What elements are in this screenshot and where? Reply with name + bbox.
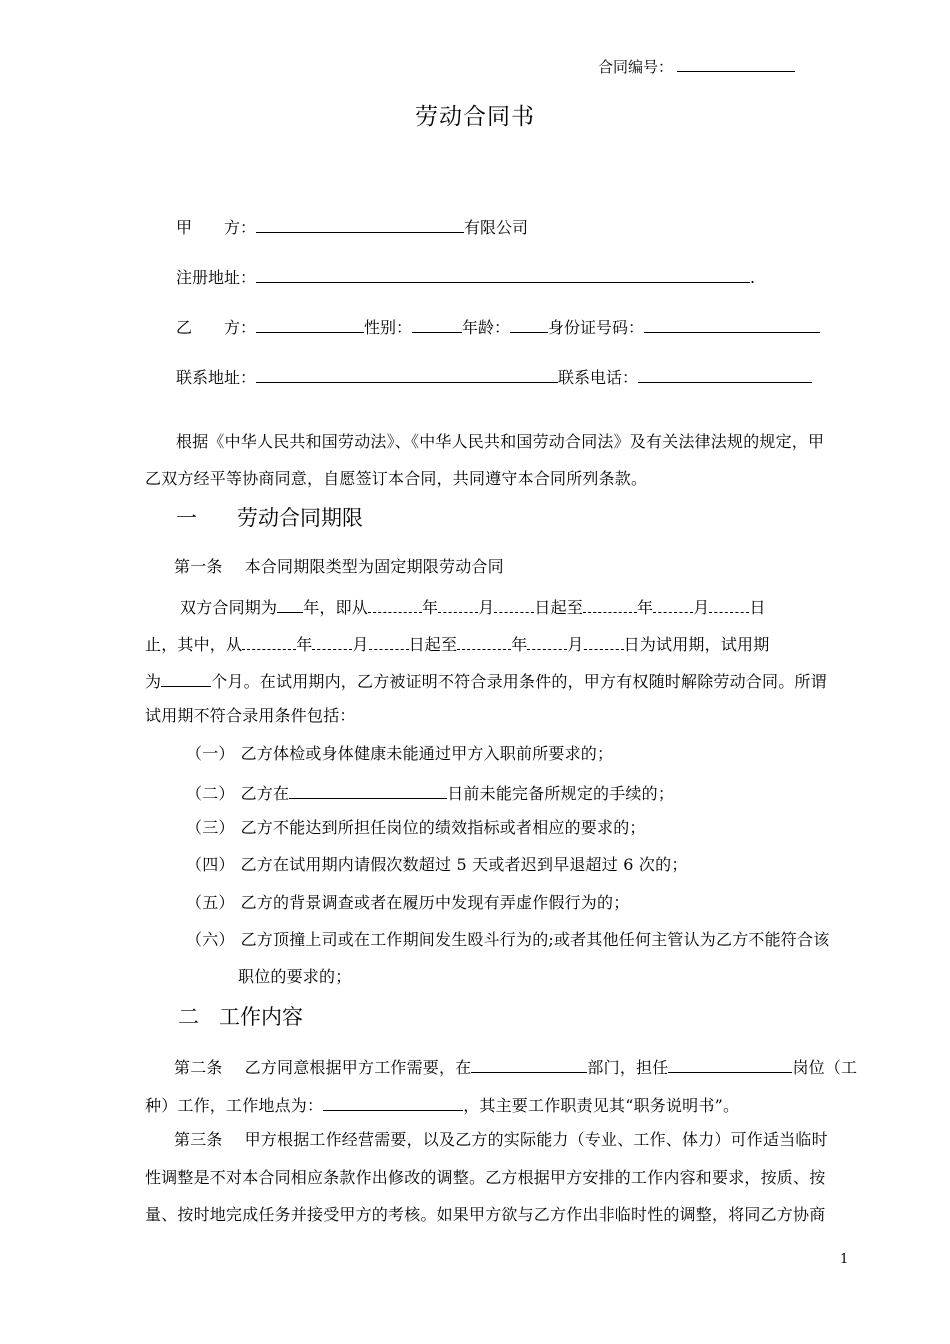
item-text: 乙方在试用期内请假次数超过 5 天或者迟到早退超过 6 次的； [240, 855, 688, 874]
probation-start-day-blank[interactable] [369, 634, 409, 650]
work-location-blank[interactable] [323, 1095, 463, 1111]
end-month-blank[interactable] [653, 597, 693, 613]
end-day-blank[interactable] [709, 597, 749, 613]
contract-number-blank[interactable] [677, 56, 795, 72]
month-label: 月 [567, 635, 584, 654]
id-label: 身份证号码： [548, 318, 645, 337]
document-title: 劳动合同书 [415, 104, 535, 130]
contract-number-field [598, 56, 795, 75]
day-from-label: 日起至 [408, 635, 458, 654]
party-b-label: 乙 方： [176, 318, 257, 337]
term-years-blank[interactable] [277, 597, 303, 613]
year-label: 年 [422, 598, 439, 617]
age-blank[interactable] [510, 317, 548, 333]
section-2-heading [178, 1007, 303, 1028]
article-2-text: 乙方同意根据甲方工作需要，在 [244, 1058, 472, 1077]
item-text: 日前未能完备所规定的手续的； [447, 784, 675, 803]
condition-item-4 [186, 857, 688, 873]
month-label: 月 [352, 635, 369, 654]
year-label: 年 [511, 635, 528, 654]
article-2-line-1 [174, 1057, 857, 1076]
phone-blank[interactable] [638, 367, 812, 383]
article-1-text: 本合同期限类型为固定期限劳动合同 [244, 557, 504, 576]
section-2-title: 工作内容 [219, 1005, 303, 1029]
article-1-label: 第一条 [174, 557, 223, 576]
article-3-text: 甲方根据工作经营需要，以及乙方的实际能力（专业、工作、体力）可作适当临时 [244, 1130, 828, 1149]
start-day-blank[interactable] [494, 597, 534, 613]
contact-row [176, 367, 812, 386]
item-number: （五） [186, 893, 235, 912]
condition-intro: 试用期不符合录用条件包括： [145, 706, 356, 725]
item-text: 乙方体检或身体健康未能通过甲方入职前所要求的； [240, 744, 614, 763]
article-2-text: 种）工作，工作地点为： [145, 1096, 324, 1115]
item-number: （六） [186, 930, 235, 949]
day-from-label: 日起至 [534, 598, 584, 617]
party-b-row [176, 317, 820, 336]
probation-start-month-blank[interactable] [312, 634, 352, 650]
item-text: 乙方不能达到所担任岗位的绩效指标或者相应的要求的； [240, 818, 646, 837]
term-line-2 [145, 634, 769, 653]
article-2-text: 部门，担任 [587, 1058, 669, 1077]
item-number: （一） [186, 744, 235, 763]
contact-address-label: 联系地址： [176, 368, 257, 387]
condition-item-5 [186, 895, 629, 911]
article-3-label: 第三条 [174, 1130, 223, 1149]
section-1-title: 劳动合同期限 [237, 506, 363, 530]
article-3-line-3: 量、按时地完成任务并接受甲方的考核。如果甲方欲与乙方作出非临时性的调整，将同乙方协商 [145, 1205, 826, 1224]
reg-address-blank[interactable] [256, 267, 750, 283]
party-a-row [176, 217, 528, 236]
stop-text: 止，其中，从 [145, 635, 243, 654]
months-text-2: 个月。在试用期内，乙方被证明不符合录用条件的，甲方有权随时解除劳动合同。所谓 [211, 672, 827, 691]
start-year-blank[interactable] [368, 597, 422, 613]
condition-item-3 [186, 820, 646, 836]
item-number: （四） [186, 855, 235, 874]
preamble-line-2: 乙双方经平等协商同意，自愿签订本合同，共同遵守本合同所列条款。 [145, 469, 648, 488]
end-year-blank[interactable] [583, 597, 637, 613]
age-label: 年龄： [462, 318, 511, 337]
probation-end-text: 日为试用期，试用期 [623, 635, 770, 654]
month-label: 月 [478, 598, 495, 617]
section-1-heading [176, 508, 363, 529]
months-text-1: 为 [145, 672, 162, 691]
page-number: 1 [840, 1252, 849, 1267]
preamble-line-1: 根据《中华人民共和国劳动法》、《中华人民共和国劳动合同法》及有关法律法规的规定，甲 [176, 432, 825, 451]
start-month-blank[interactable] [438, 597, 478, 613]
party-a-blank[interactable] [256, 217, 464, 233]
term-text-1: 双方合同期为 [180, 598, 278, 617]
party-a-suffix: 有限公司 [464, 218, 529, 237]
day-end-label: 日 [749, 598, 766, 617]
item-text: 乙方顶撞上司或在工作期间发生殴斗行为的;或者其他任何主管认为乙方不能符合该 [240, 930, 830, 949]
position-blank[interactable] [668, 1057, 792, 1073]
reg-address-row [176, 267, 755, 286]
section-1-number: 一 [176, 506, 197, 530]
contract-number-label: 合同编号： [598, 58, 674, 76]
gender-blank[interactable] [412, 317, 462, 333]
condition-item-1 [186, 746, 613, 762]
year-label: 年 [637, 598, 654, 617]
year-label: 年 [296, 635, 313, 654]
deadline-blank[interactable] [289, 783, 447, 799]
item-text: 乙方的背景调查或者在履历中发现有弄虚作假行为的； [240, 893, 630, 912]
item-text: 乙方在 [240, 784, 290, 803]
condition-item-6 [186, 932, 829, 948]
term-text-2: 年，即从 [303, 598, 369, 617]
probation-start-year-blank[interactable] [242, 634, 296, 650]
gender-label: 性别： [364, 318, 413, 337]
party-b-blank[interactable] [256, 317, 364, 333]
reg-address-label: 注册地址： [176, 268, 257, 287]
term-line-3 [145, 671, 827, 690]
id-blank[interactable] [644, 317, 820, 333]
party-a-label: 甲 方： [176, 218, 257, 237]
item-number: （三） [186, 818, 235, 837]
article-3-line-2: 性调整是不对本合同相应条款作出修改的调整。乙方根据甲方安排的工作内容和要求，按质、按 [145, 1168, 826, 1187]
probation-end-day-blank[interactable] [584, 634, 624, 650]
article-1 [174, 559, 504, 575]
reg-address-end: . [750, 268, 756, 287]
contact-address-blank[interactable] [256, 367, 558, 383]
term-line-1 [180, 597, 766, 616]
article-2-text: ，其主要工作职责见其“职务说明书”。 [463, 1096, 740, 1115]
item-number: （二） [186, 784, 235, 803]
probation-end-year-blank[interactable] [457, 634, 511, 650]
condition-item-6-continuation: 职位的要求的； [238, 967, 352, 986]
phone-label: 联系电话： [558, 368, 639, 387]
department-blank[interactable] [471, 1057, 587, 1073]
article-3-line-1 [174, 1132, 828, 1148]
article-2-line-2 [145, 1095, 739, 1114]
probation-months-blank[interactable] [161, 671, 211, 687]
article-2-label: 第二条 [174, 1058, 223, 1077]
article-2-text: 岗位（工 [792, 1058, 858, 1077]
condition-item-2 [186, 783, 674, 802]
section-2-number: 二 [178, 1005, 199, 1029]
probation-end-month-blank[interactable] [527, 634, 567, 650]
month-label: 月 [693, 598, 710, 617]
